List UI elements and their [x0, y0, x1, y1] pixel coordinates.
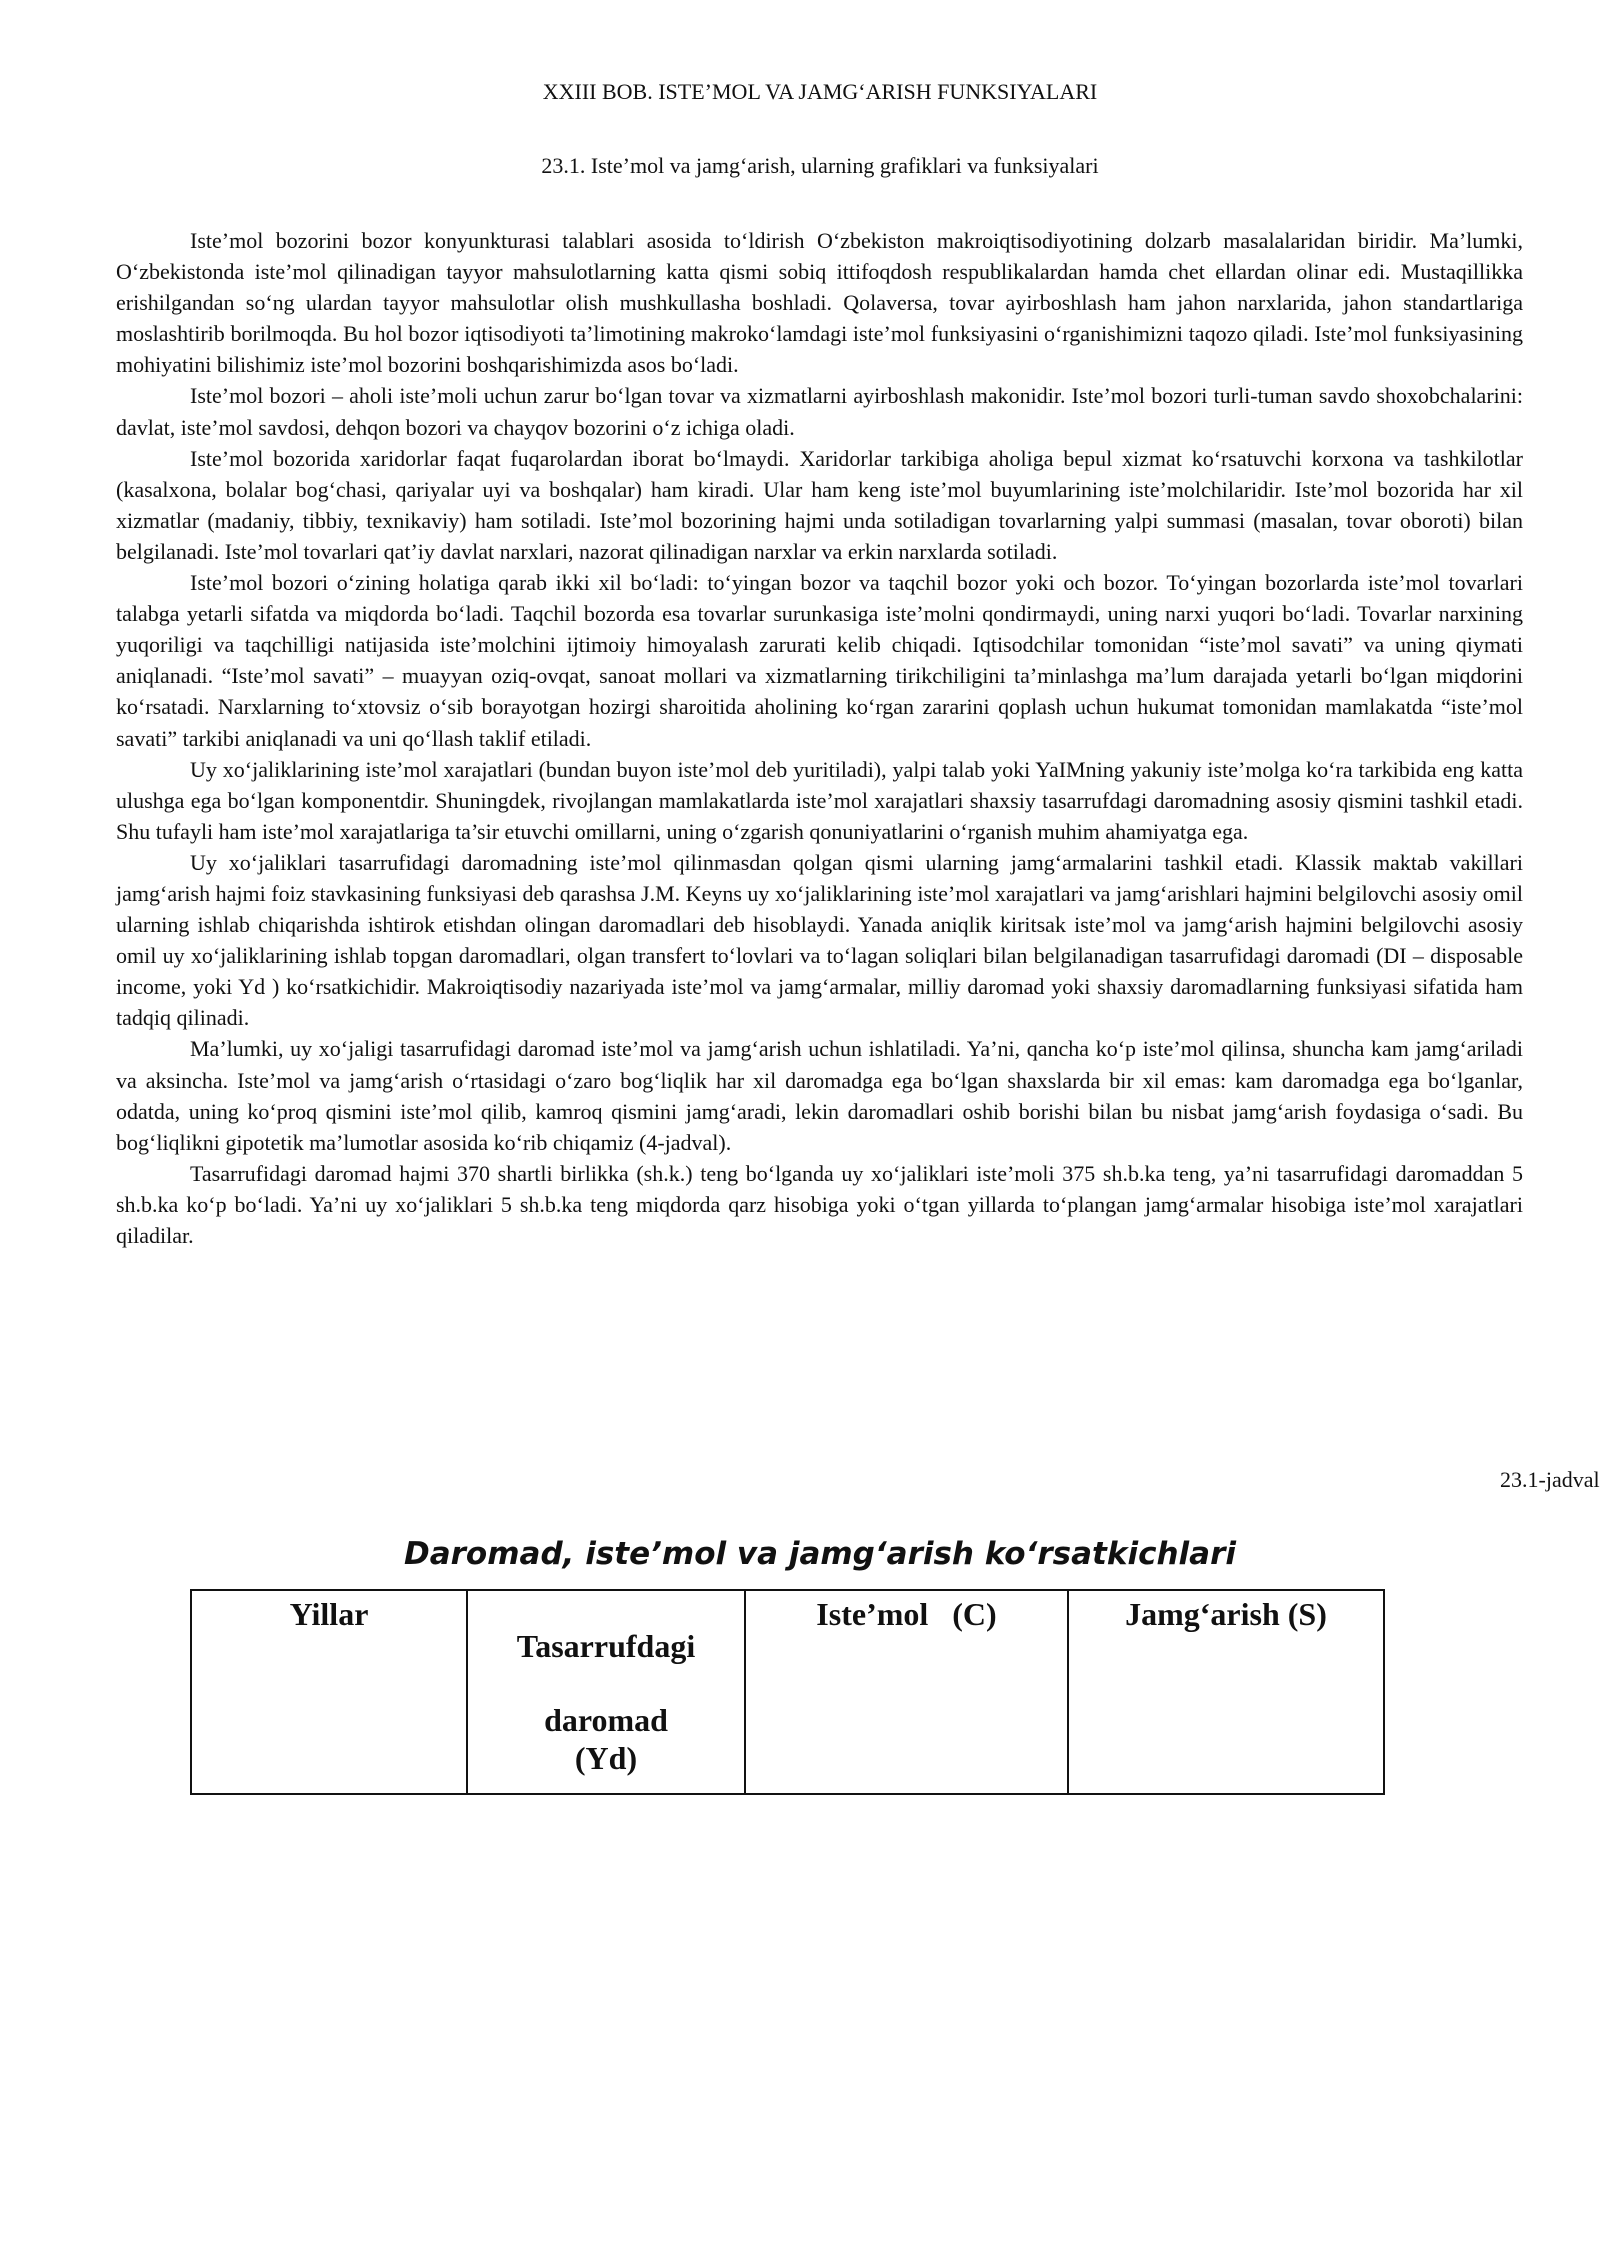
header-cell-years [191, 1590, 467, 1794]
table-caption: Daromad, iste’mol va jamg‘arish ko‘rsatkichlari [403, 1536, 1237, 1572]
header-label-disposable-income-line2: daromad [544, 1702, 668, 1738]
table-reference: 23.1-jadval [1500, 1467, 1600, 1492]
header-cell-disposable-income [467, 1590, 745, 1794]
section-title: 23.1. Iste’mol va jamg‘arish, ularning grafiklari va funksiyalari [541, 153, 1099, 178]
paragraph: Iste’mol bozori – aholi iste’moli uchun zarur bo‘lgan tovar va xizmatlarni ayirboshlash makonidir. Iste’mol bozori turli-tuman savdo shoxobchalarini: davlat, iste’mol savdosi, dehqon bozori va chayqov bozorini o‘z ichiga oladi. [116, 383, 1523, 440]
header-cell-savings [1068, 1590, 1384, 1794]
paragraph: Tasarrufidagi daromad hajmi 370 shartli birlikka (sh.k.) teng bo‘lganda uy xo‘jaliklari iste’moli 375 sh.b.ka teng, ya’ni tasarrufidagi daromaddan 5 sh.b.ka ko‘p bo‘ladi. Ya’ni uy xo‘jaliklari 5 sh.b.ka teng miqdorda qarz hisobiga yoki o‘tgan yillarda to‘plangan jamg‘armalar hisobiga iste’mol xarajatlari qiladilar. [116, 1160, 1523, 1248]
header-label-savings: Jamg‘arish (S) [1125, 1596, 1327, 1632]
paragraph: Uy xo‘jaliklarining iste’mol xarajatlari (bundan buyon iste’mol deb yuritiladi), yalpi talab yoki YaIMning yakuniy iste’molga ko‘ra tarkibida eng katta ulushga ega bo‘lgan komponentdir. Shuningdek, rivojlangan mamlakatlarda iste’mol xarajatlari shaxsiy tasarrufdagi daromadning asosiy qismini tashkil etadi. Shu tufayli ham iste’mol xarajatlariga ta’sir etuvchi omillarni, uning o‘zgarish qonuniyatlarini o‘rganish muhim ahamiyatga ega. [116, 756, 1523, 844]
header-label-years: Yillar [289, 1596, 369, 1632]
header-cell-consumption [745, 1590, 1068, 1794]
header-label-consumption: Iste’mol (C) [816, 1596, 997, 1632]
paragraph: Ma’lumki, uy xo‘jaligi tasarrufidagi daromad iste’mol va jamg‘arish uchun ishlatiladi. Ya’ni, qancha ko‘p iste’mol qilinsa, shuncha kam jamg‘ariladi va aksincha. Iste’mol va jamg‘arish o‘rtasidagi o‘zaro bog‘liqlik har xil daromadga ega bo‘lgan shaxslarda bir xil emas: kam daromadga ega bo‘lganlar, odatda, uning ko‘proq qismini iste’mol qilib, kamroq qismini jamg‘aradi, lekin daromadlari oshib borishi bilan bu nisbat jamg‘arish foydasiga o‘sadi. Bu bog‘liqlikni gipotetik ma’lumotlar asosida ko‘rib chiqamiz (4-jadval). [116, 1036, 1523, 1155]
header-label-disposable-income-line1: Tasarrufdagi [516, 1628, 696, 1664]
paragraph: Iste’mol bozorida xaridorlar faqat fuqarolardan iborat bo‘lmaydi. Xaridorlar tarkibiga aholiga bepul xizmat ko‘rsatuvchi korxona va tashkilotlar (kasalxona, bolalar bog‘chasi, qariyalar uyi va boshqalar) ham kiradi. Ular ham keng iste’mol buyumlarining iste’molchilaridir. Iste’mol bozorida har xil xizmatlar (madaniy, tibbiy, texnikaviy) ham sotiladi. Iste’mol bozorining hajmi unda sotiladigan tovarlarning yalpi summasi (masalan, tovar oboroti) bilan belgilanadi. Iste’mol tovarlari qat’iy davlat narxlari, nazorat qilinadigan narxlar va erkin narxlarda sotiladi. [116, 445, 1523, 564]
body-text [116, 225, 1523, 1251]
paragraph: Uy xo‘jaliklari tasarrufidagi daromadning iste’mol qilinmasdan qolgan qismi ularning jamg‘armalarini tashkil etadi. Klassik maktab vakillari jamg‘arish hajmi foiz stavkasining funksiyasi deb qarashsa J.M. Keyns uy xo‘jaliklarining iste’mol xarajatlari va jamg‘arishlari hajmini belgilovchi asosiy omil ularning ishlab chiqarishda ishtirok etishdan olingan daromadlari deb hisoblaydi. Yanada aniqlik kiritsak iste’mol va jamg‘arish hajmini belgilovchi asosiy omil uy xo‘jaliklarining ishlab topgan daromadlari, olgan transfert to‘lovlari va to‘lagan soliqlari bilan belgilanadigan tasarrufidagi daromadi (DI – disposable income, yoki Yd ) ko‘rsatkichidir. Makroiqtisodiy nazariyada iste’mol va jamg‘armalar, milliy daromad yoki shaxsiy daromadlarning funksiyasi sifatida ham tadqiq qilinadi. [116, 849, 1523, 1031]
table-header-row [191, 1590, 1384, 1794]
paragraph: Iste’mol bozorini bozor konyunkturasi talablari asosida to‘ldirish O‘zbekiston makroiqtisodiyotining dolzarb masalalaridan biridir. Ma’lumki, O‘zbekistonda iste’mol qilinadigan tayyor mahsulotlarning katta qismi sobiq ittifoqdosh respublikalardan hamda chet ellardan olinar edi. Mustaqillikka erishilgandan so‘ng ulardan tayyor mahsulotlar olish mushkullasha boshladi. Qolaversa, tovar ayirboshlash ham jahon narxlarida, jahon standartlariga moslashtirib borilmoqda. Bu hol bozor iqtisodiyoti ta’limotining makroko‘lamdagi iste’mol funksiyasini o‘rganishimizni taqozo qiladi. Iste’mol funksiyasining mohiyatini bilishimiz iste’mol bozorini boshqarishimizda asos bo‘ladi. [116, 228, 1523, 378]
paragraph: Iste’mol bozori o‘zining holatiga qarab ikki xil bo‘ladi: to‘yingan bozor va taqchil bozor yoki och bozor. To‘yingan bozorlarda iste’mol tovarlari talabga yetarli sifatda va miqdorda bo‘ladi. Taqchil bozorda esa tovarlar surunkasiga iste’molni qondirmaydi, uning narxi yuqori bo‘ladi. Tovarlar narxining yuqoriligi va taqchilligi natijasida iste’molchini ijtimoiy himoyalash zarurati kelib chiqadi. Iqtisodchilar tomonidan “iste’mol savati” va uning qiymati aniqlanadi. “Iste’mol savati” – muayyan oziq-ovqat, sanoat mollari va xizmatlarning tirikchiligini ta’minlashga ma’lum darajada yetarli bo‘lgan miqdorini ko‘rsatadi. Narxlarning to‘xtovsiz o‘sib borayotgan hozirgi sharoitida aholining ko‘rgan zararini qoplash uchun hukumat tomonidan mamlakatda “iste’mol savati” tarkibi aniqlanadi va uni qo‘llash taklif etiladi. [116, 570, 1523, 751]
data-table [190, 1589, 1385, 1795]
header-label-disposable-income-line3: (Yd) [574, 1740, 638, 1776]
chapter-title: XXIII BOB. ISTE’MOL VA JAMG‘ARISH FUNKSIYALARI [542, 79, 1098, 104]
